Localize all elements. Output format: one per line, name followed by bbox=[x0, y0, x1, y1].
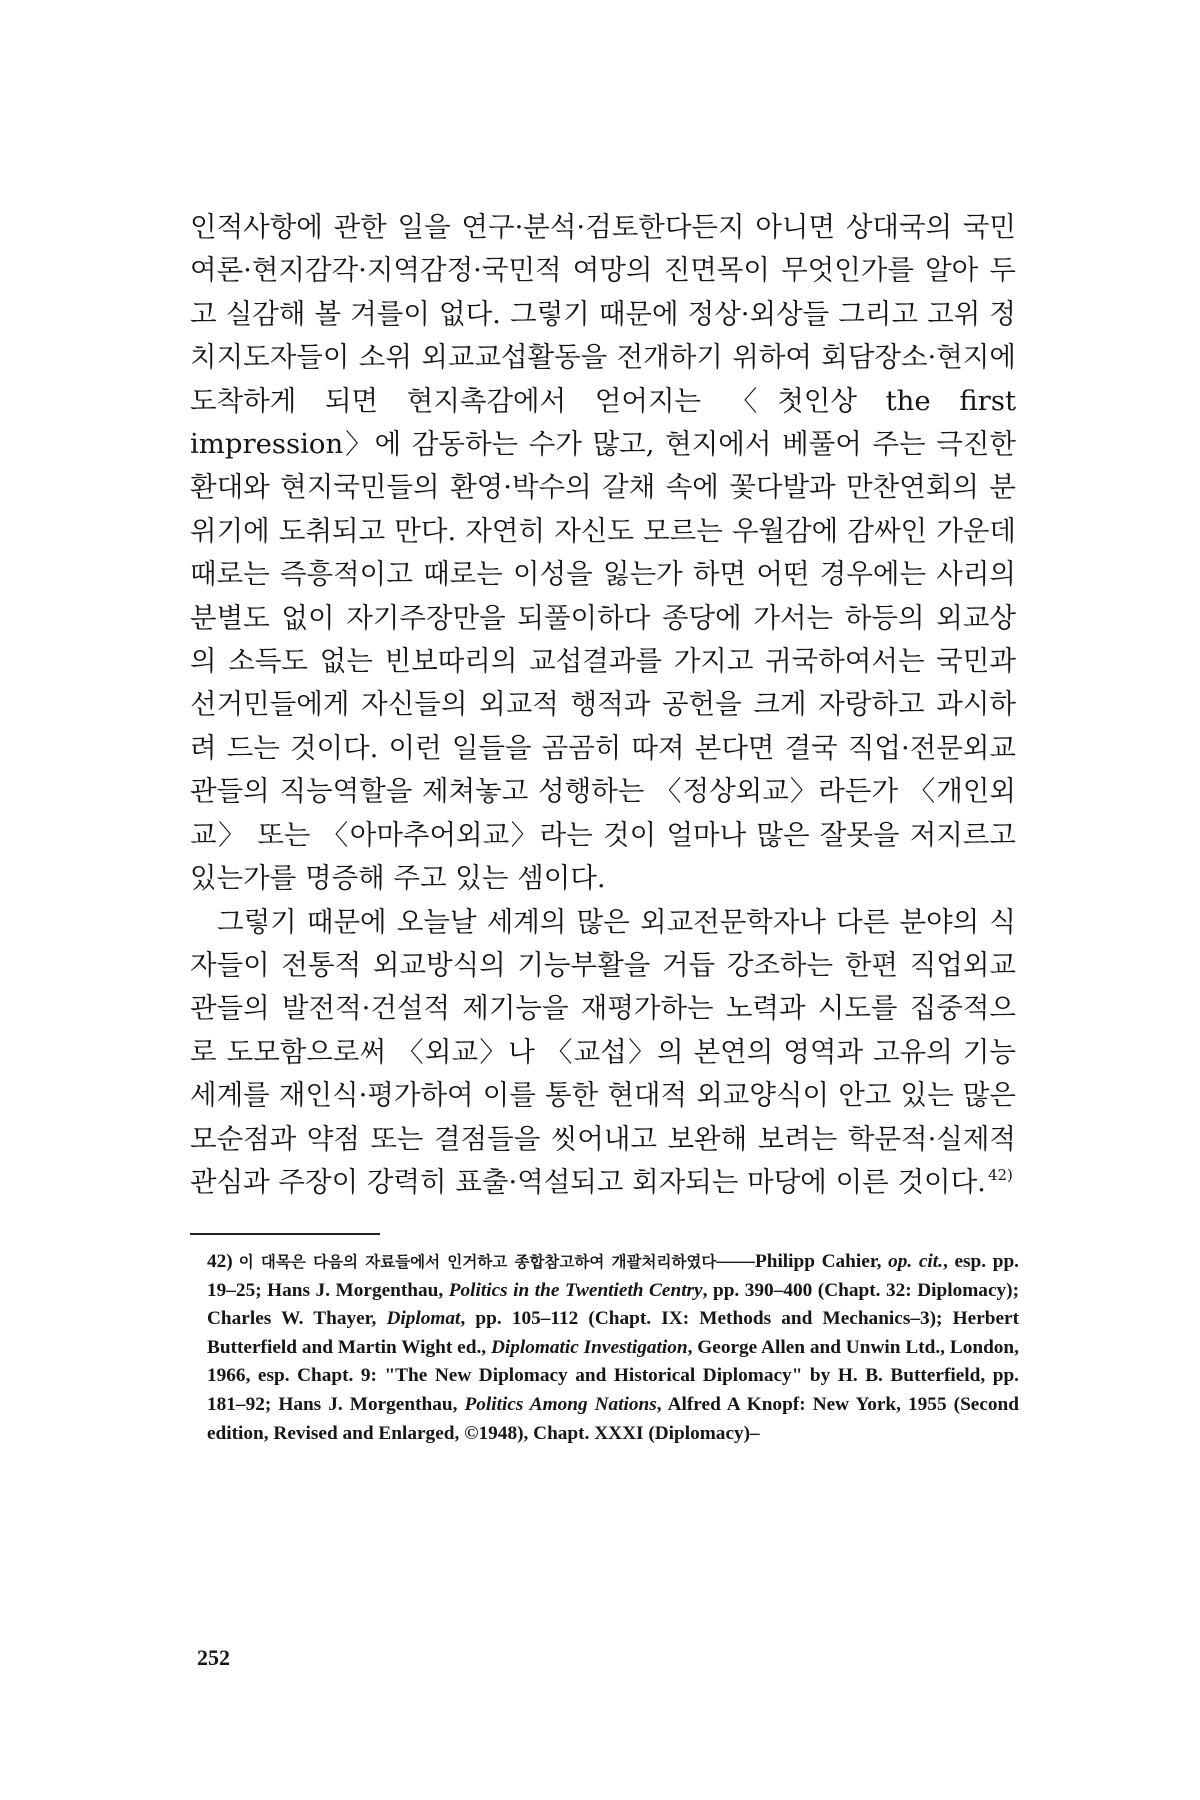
footnote-segment-2: , esp. pp. 19–25; Hans J. Morgenthau, bbox=[207, 1251, 1019, 1301]
paragraph-1-text: 인적사항에 관한 일을 연구·분석·검토한다든지 아니면 상대국의 국민 여론·현지감각·지역감정·국민적 여망의 진면목이 무엇인가를 알아 두고 실감해 볼 겨를이 없다. 그렇기 때문에 정상·외상들 그리고 고위 정치지도자들이 소위 외교교섭활동을 전개하기 위하여 회담장소·현지에 도착하게 되면 현지촉감에서 얻어지는 〈첫인상 the first impression〉에 감동하는 수가 많고, 현지에서 베풀어 주는 극진한 환대와 현지국민들의 환영·박수의 갈채 속에 꽃다발과 만찬연회의 분위기에 도취되고 만다. 자연히 자신도 모르는 우월감에 감싸인 가운데 때로는 즉흥적이고 때로는 이성을 잃는가 하면 어떤 경우에는 사리의 분별도 없이 자기주장만을 되풀이하다 종당에 가서는 하등의 외교상의 소득도 없는 빈보따리의 교섭결과를 가지고 귀국하여서는 국민과 선거민들에게 자신들의 외교적 행적과 공헌을 크게 자랑하고 과시하려 드는 것이다. 이런 일들을 곰곰히 따져 본다면 결국 직업·전문외교관들의 직능역할을 제쳐놓고 성행하는 〈정상외교〉라든가 〈개인외교〉 또는 〈아마추어외교〉라는 것이 얼마나 많은 잘못을 저지르고 있는가를 명증해 주고 있는 셈이다. bbox=[190, 211, 1016, 895]
footnote-reference[interactable]: 42) bbox=[987, 1165, 1013, 1184]
footnote-title-5: Politics Among Nations bbox=[464, 1393, 657, 1415]
footnote-segment-4: , pp. 105–112 (Chapt. IX: Methods and Mechanics–3); Herbert Butterfield and Martin Wight ed., bbox=[207, 1308, 1020, 1358]
paragraph-2-text: 그렇기 때문에 오늘날 세계의 많은 외교전문학자나 다른 분야의 식자들이 전통적 외교방식의 기능부활을 거듭 강조하는 한편 직업외교관들의 발전적·건설적 제기능을 재평가하는 노력과 시도를 집중적으로 도모함으로써 〈외교〉나 〈교섭〉의 본연의 영역과 고유의 기능 세계를 재인식·평가하여 이를 통한 현대적 외교양식이 안고 있는 많은 모순점과 약점 또는 결점들을 씻어내고 보완해 보려는 학문적·실제적 관심과 주장이 강력히 표출·역설되고 회자되는 마당에 이른 것이다. bbox=[190, 905, 1016, 1198]
footnote-42 bbox=[207, 1248, 1019, 1448]
footnote-number: 42) bbox=[207, 1251, 233, 1272]
page-number: 252 bbox=[197, 1645, 230, 1670]
footnote-segment-1: Philipp Cahier, bbox=[754, 1251, 889, 1272]
footnote-segment-5: , George Allen and Unwin Ltd., London, 1966, esp. Chapt. 9: "The New Diplomacy and Historical Diplomacy" by H. B. Butterfield, pp. 181–92; Hans J. Morgenthau, bbox=[207, 1336, 1019, 1415]
footnote-title-3: Diplomat bbox=[386, 1308, 461, 1330]
footnote-dash: —— bbox=[716, 1251, 755, 1272]
footnote-title-4: Diplomatic Investigation bbox=[490, 1336, 688, 1358]
main-text bbox=[190, 206, 1016, 1204]
footnote-title-1: op. cit. bbox=[888, 1251, 943, 1272]
footnote-title-2: Politics in the Twentieth Centry bbox=[448, 1279, 703, 1301]
paragraph-2 bbox=[190, 901, 1016, 1205]
footnote-segment-3: , pp. 390–400 (Chapt. 32: Diplomacy); Charles W. Thayer, bbox=[207, 1279, 1019, 1330]
footnote-segment-6: , Alfred A Knopf: New York, 1955 (Second edition, Revised and Enlarged, ©1948), Chapt. XXXI (Diplomacy)– bbox=[207, 1393, 1019, 1444]
footnote-divider bbox=[190, 1233, 380, 1235]
paragraph-1 bbox=[190, 206, 1016, 901]
footnote-intro: 이 대목은 다음의 자료들에서 인거하고 종합참고하여 개괄처리하였다 bbox=[238, 1252, 717, 1271]
